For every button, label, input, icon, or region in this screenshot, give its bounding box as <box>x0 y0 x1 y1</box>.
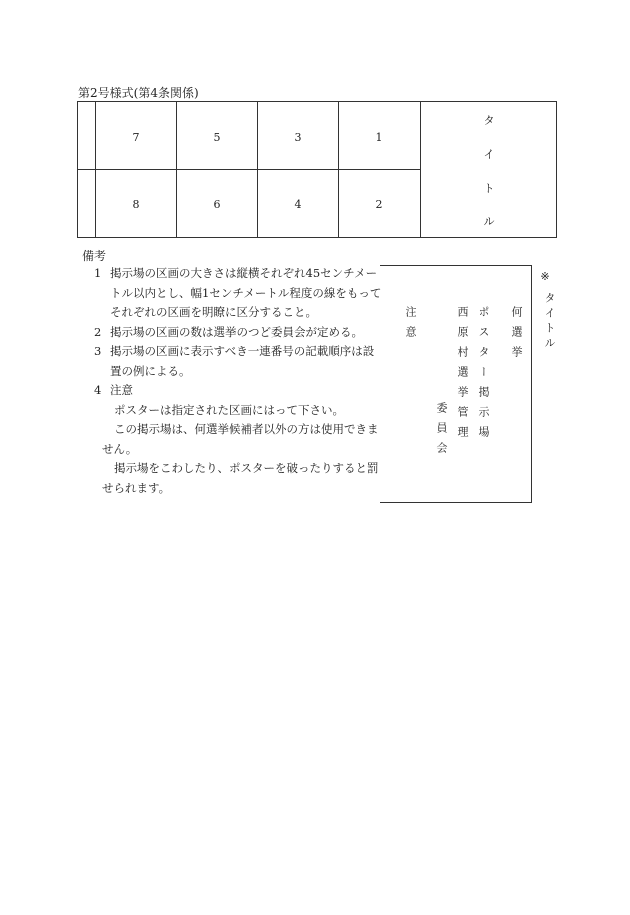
form-title: 第2号様式(第4条関係) <box>78 86 199 100</box>
section-number: 1 <box>375 131 383 144</box>
board-title-char: イ <box>483 148 495 161</box>
section-number: 5 <box>213 131 221 144</box>
sign-committee: 委員会 <box>435 402 448 462</box>
section-number: 8 <box>132 198 140 211</box>
board-title-char: ル <box>483 215 495 228</box>
notice-line: この掲示場は、何選挙候補者以外の方は使用できません。 <box>102 422 379 456</box>
notice-sign <box>380 265 532 503</box>
remark-number: 1 <box>94 266 102 280</box>
remark-text: 掲示場の区画に表示すべき一連番号の記載順序は設置の例による。 <box>110 344 375 378</box>
board-title-char: ト <box>483 182 495 195</box>
remark-text: 掲示場の区画の数は選挙のつど委員会が定める。 <box>110 324 363 339</box>
remark-item <box>82 264 382 323</box>
section-number: 4 <box>294 198 302 211</box>
remark-item <box>82 342 382 381</box>
remarks-list <box>82 264 382 498</box>
section-number: 7 <box>132 131 140 144</box>
remark-item <box>82 323 382 343</box>
section-number: 2 <box>375 198 383 211</box>
side-mark: ※ <box>540 270 550 283</box>
notice-line: ポスターは指定された区画にはって下さい。 <box>114 402 344 417</box>
notice-line: 掲示場をこわしたり、ポスターを破ったりすると罰せられます。 <box>102 461 379 495</box>
remark-text: 掲示場の区画の大きさは縦横それぞれ45センチメートル以内とし、幅1センチメートル程度の線をもってそれぞれの区画を明瞭に区分すること。 <box>110 266 382 319</box>
sign-commission-name: 西原村選挙管理 <box>456 306 469 446</box>
remark-number: 2 <box>94 324 102 339</box>
grid-divider <box>78 169 421 170</box>
section-number: 3 <box>294 131 302 144</box>
section-number: 6 <box>213 198 221 211</box>
side-title: タイトル <box>543 292 556 352</box>
remark-text: 注意 <box>110 383 133 397</box>
board-title-char: タ <box>483 114 495 127</box>
remark-number: 3 <box>94 344 102 358</box>
sign-notice-label: 注意 <box>404 306 417 346</box>
remark-number: 4 <box>94 383 102 397</box>
remarks-heading: 備考 <box>82 249 107 263</box>
sign-election-name: 何選挙 <box>510 306 523 366</box>
sign-poster-board: ポスター掲示場 <box>477 306 490 446</box>
poster-board-grid <box>77 101 557 238</box>
remark-item <box>82 381 382 401</box>
